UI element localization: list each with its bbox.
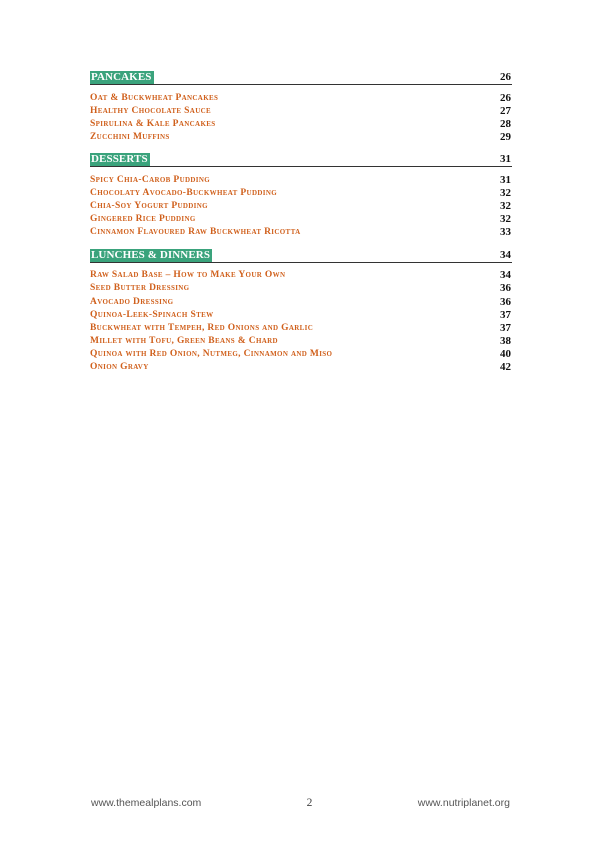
entry-page-number: 38 <box>500 334 511 347</box>
entry-page-number: 40 <box>500 347 511 360</box>
entry-page-number: 27 <box>500 104 511 117</box>
toc-entry[interactable] <box>90 117 512 130</box>
toc-entry[interactable] <box>90 91 512 104</box>
entry-title: Quinoa-Leek-Spinach Stew <box>90 309 214 320</box>
toc-entry[interactable] <box>90 130 512 143</box>
toc-entry[interactable] <box>90 295 512 308</box>
section-heading[interactable] <box>90 248 512 263</box>
entry-page-number: 28 <box>500 117 511 130</box>
toc-entry[interactable] <box>90 200 512 213</box>
entry-title: Quinoa with Red Onion, Nutmeg, Cinnamon and Miso <box>90 348 333 359</box>
toc-entry[interactable] <box>90 269 512 282</box>
entry-title: Spicy Chia-Carob Pudding <box>90 174 211 185</box>
entry-title: Cinnamon Flavoured Raw Buckwheat Ricotta <box>90 227 301 238</box>
section-heading[interactable] <box>90 70 512 85</box>
toc-entry[interactable] <box>90 308 512 321</box>
entry-title: Zucchini Muffins <box>90 131 170 142</box>
entry-title: Chocolaty Avocado-Buckwheat Pudding <box>90 188 278 199</box>
section-title: DESSERTS <box>91 153 148 166</box>
toc-section-lunches-dinners <box>90 248 512 374</box>
entry-title: Healthy Chocolate Sauce <box>90 105 212 116</box>
toc-entry[interactable] <box>90 104 512 117</box>
section-page-number: 31 <box>500 153 511 166</box>
entry-page-number: 36 <box>500 282 511 295</box>
toc-entry[interactable] <box>90 334 512 347</box>
entry-page-number: 36 <box>500 295 511 308</box>
toc-entry[interactable] <box>90 347 512 360</box>
toc-entry[interactable] <box>90 173 512 186</box>
table-of-contents <box>90 70 512 383</box>
section-title: PANCAKES <box>91 71 152 83</box>
entry-title: Gingered Rice Pudding <box>90 214 196 225</box>
entry-title: Spirulina & Kale Pancakes <box>90 118 216 129</box>
toc-entry[interactable] <box>90 226 512 239</box>
section-page-number: 26 <box>500 71 511 83</box>
entry-page-number: 37 <box>500 308 511 321</box>
toc-entry[interactable] <box>90 321 512 334</box>
section-heading[interactable] <box>90 152 512 167</box>
entry-page-number: 32 <box>500 200 511 213</box>
entry-title: Avocado Dressing <box>90 296 174 307</box>
entry-title: Oat & Buckwheat Pancakes <box>90 92 219 103</box>
entry-page-number: 42 <box>500 361 511 374</box>
entry-title: Onion Gravy <box>90 362 149 373</box>
entry-title: Chia-Soy Yogurt Pudding <box>90 201 208 212</box>
toc-section-pancakes <box>90 70 512 143</box>
entry-title: Seed Butter Dressing <box>90 283 190 294</box>
entry-page-number: 32 <box>500 187 511 200</box>
toc-entry[interactable] <box>90 361 512 374</box>
entry-page-number: 31 <box>500 173 511 186</box>
entry-page-number: 33 <box>500 226 511 239</box>
toc-entry[interactable] <box>90 213 512 226</box>
entry-page-number: 29 <box>500 130 511 143</box>
entry-page-number: 26 <box>500 91 511 104</box>
page-footer <box>91 797 510 809</box>
toc-entry[interactable] <box>90 186 512 199</box>
page-number: 2 <box>306 797 313 809</box>
entry-page-number: 32 <box>500 213 511 226</box>
section-page-number: 34 <box>500 248 511 261</box>
entry-title: Buckwheat with Tempeh, Red Onions and Garlic <box>90 322 314 333</box>
footer-left-link[interactable]: www.themealplans.com <box>91 797 202 809</box>
section-title: LUNCHES & DINNERS <box>91 248 211 261</box>
footer-right-link[interactable]: www.nutriplanet.org <box>417 797 510 809</box>
toc-section-desserts <box>90 152 512 238</box>
entry-title: Raw Salad Base – How to Make Your Own <box>90 270 286 281</box>
entry-page-number: 34 <box>500 269 511 282</box>
toc-entry[interactable] <box>90 282 512 295</box>
entry-title: Millet with Tofu, Green Beans & Chard <box>90 335 278 346</box>
entry-page-number: 37 <box>500 321 511 334</box>
